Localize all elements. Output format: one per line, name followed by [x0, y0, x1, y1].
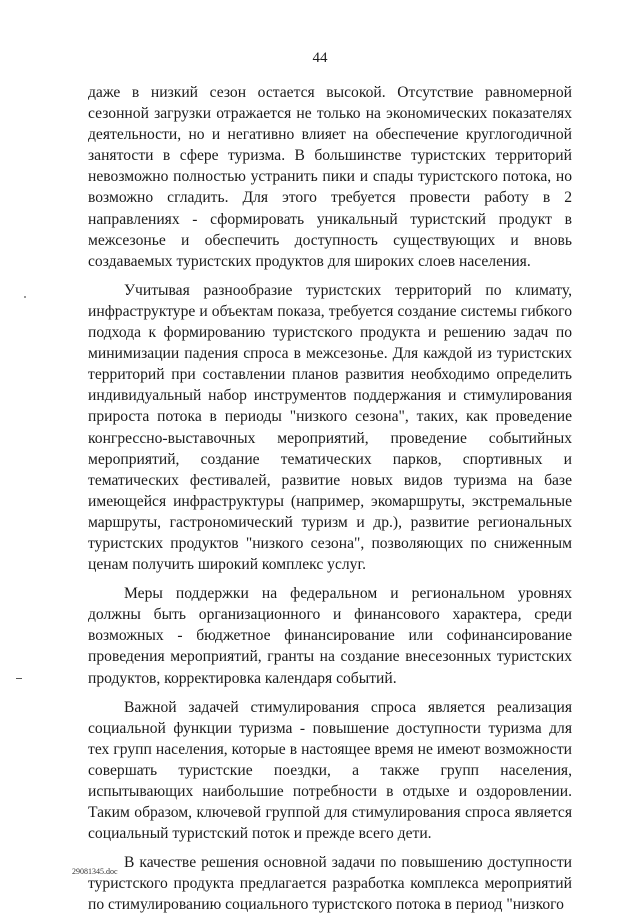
paragraph-5: В качестве решения основной задачи по повышению доступности туристского продукта предлагается разработка комплекса мероприятий по стимулированию социального туристского потока в период "низкого: [88, 854, 572, 914]
margin-mark: [24, 296, 26, 298]
paragraph-1: даже в низкий сезон остается высокой. Отсутствие равномерной сезонной загрузки отражается не только на экономических показателях деятельности, но и негативно влияет на обеспечение круглогодичной занятости в сфере туризма. В большинстве туристских территорий невозможно полностью устранить пики и спады туристского потока, но возможно сгладить. Для этого требуется провести работу в 2 направлениях - сформировать уникальный туристский продукт в межсезонье и обеспечить доступность существующих и вновь создаваемых туристских продуктов для широких слоев населения.: [88, 84, 572, 270]
page-number: 44: [312, 50, 328, 66]
margin-mark: [16, 678, 22, 679]
paragraph-3: Меры поддержки на федеральном и региональном уровнях должны быть организационного и финансового характера, среди возможных - бюджетное финансирование или софинансирование проведения мероприятий, гранты на создание внесезонных туристских продуктов, корректировка календаря событий.: [88, 585, 572, 687]
document-body: [88, 82, 572, 916]
paragraph-4: Важной задачей стимулирования спроса является реализация социальной функции туризма - повышение доступности туризма для тех групп населения, которые в настоящее время не имеют возможности совершать туристские поездки, а также групп населения, испытывающих наибольшие потребности в отдыхе и оздоровлении. Таким образом, ключевой группой для стимулирования спроса является социальный туристский поток и прежде всего дети.: [88, 698, 572, 843]
paragraph-2: Учитывая разнообразие туристских территорий по климату, инфраструктуре и объектам показа, требуется создание системы гибкого подхода к формированию туристского продукта и решению задач по минимизации падения спроса в межсезонье. Для каждой из туристских территорий при составлении планов развития необходимо определить индивидуальный набор инструментов поддержания и стимулирования прироста потока в периоды "низкого сезона", таких, как проведение конгрессно-выставочных мероприятий, проведение событийных мероприятий, создание тематических парков, спортивных и тематических фестивалей, развитие новых видов туризма на базе имеющейся инфраструктуры (например, экомаршруты, экстремальные маршруты, гастрономический туризм и др.), развитие региональных туристских продуктов "низкого сезона", позволяющих по сниженным ценам получить широкий комплекс услуг.: [88, 281, 572, 574]
footer-filename: 29081345.doc: [72, 867, 118, 876]
